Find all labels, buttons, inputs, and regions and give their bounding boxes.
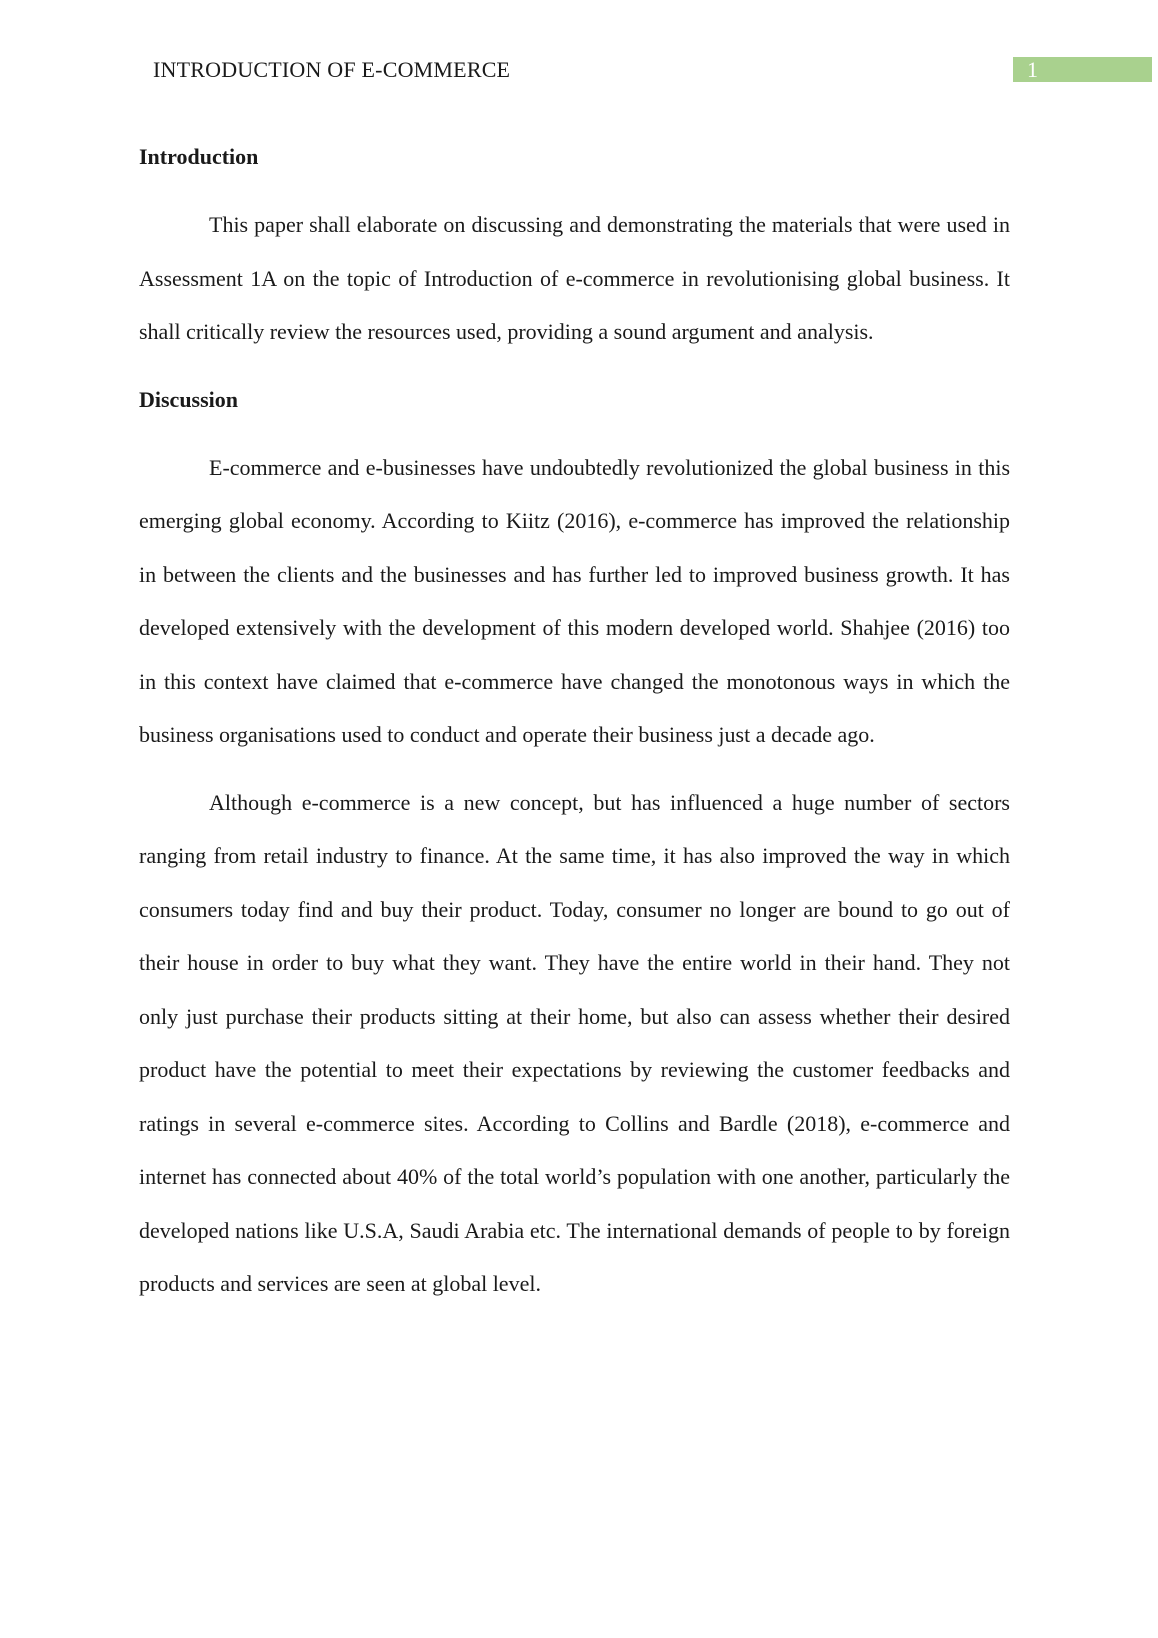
discussion-paragraph-1: E-commerce and e-businesses have undoubtedly revolutionized the global business in this emerging global economy. According to Kiitz (2016), e-commerce has improved the relationship in between the clients and the businesses and has further led to improved business growth. It has developed extensively with the development of this modern developed world. Shahjee (2016) too in this context have claimed that e-commerce have changed the monotonous ways in which the business organisations used to conduct and operate their business just a decade ago. — [139, 454, 1010, 747]
introduction-paragraph: This paper shall elaborate on discussing and demonstrating the materials that were used in Assessment 1A on the topic of Introduction of e-commerce in revolutionising global business. It shall critically review the resources used, providing a sound argument and analysis. — [139, 212, 1010, 344]
section-heading-introduction: Introduction — [139, 144, 259, 169]
page-number: 1 — [1027, 57, 1038, 82]
running-header-title: INTRODUCTION OF E-COMMERCE — [153, 57, 511, 82]
document-body — [139, 130, 1010, 1311]
page-number-badge — [1013, 57, 1152, 82]
section-heading-discussion: Discussion — [139, 386, 239, 412]
discussion-paragraph-2: Although e-commerce is a new concept, but has influenced a huge number of sectors ranging from retail industry to finance. At the same time, it has also improved the way in which consumers today find and buy their product. Today, consumer no longer are bound to go out of their house in order to buy what they want. They have the entire world in their hand. They not only just purchase their products sitting at their home, but also can assess whether their desired product have the potential to meet their expectations by reviewing the customer feedbacks and ratings in several e-commerce sites. According to Collins and Bardle (2018), e-commerce and internet has connected about 40% of the total world’s population with one another, particularly the developed nations like U.S.A, Saudi Arabia etc. The international demands of people to by foreign products and services are seen at global level. — [139, 789, 1010, 1296]
